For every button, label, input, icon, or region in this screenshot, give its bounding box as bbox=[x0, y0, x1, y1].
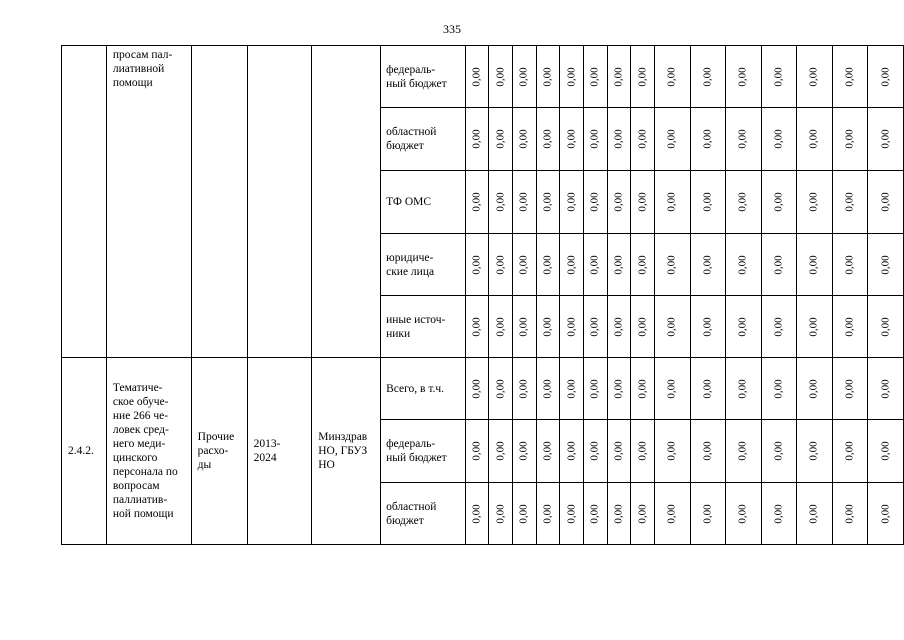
funding-source: областной бюджет bbox=[381, 483, 466, 545]
amount-cell bbox=[655, 234, 691, 296]
amount-value: 0,00 bbox=[736, 254, 749, 275]
period-cell bbox=[247, 46, 312, 358]
funding-source: иные источ- ники bbox=[381, 296, 466, 358]
amount-cell bbox=[513, 108, 537, 171]
amount-value: 0,00 bbox=[701, 503, 714, 524]
amount-cell bbox=[465, 234, 489, 296]
amount-value: 0,00 bbox=[541, 129, 554, 149]
amount-cell bbox=[797, 46, 833, 108]
amount-cell bbox=[761, 358, 797, 420]
amount-cell bbox=[797, 358, 833, 420]
amount-value: 0,00 bbox=[772, 503, 785, 524]
amount-value: 0,00 bbox=[565, 316, 578, 337]
amount-cell bbox=[868, 46, 904, 108]
amount-value: 0,00 bbox=[879, 66, 892, 87]
amount-value: 0,00 bbox=[879, 378, 892, 399]
amount-cell bbox=[489, 483, 513, 545]
amount-cell bbox=[655, 108, 691, 171]
amount-cell bbox=[761, 108, 797, 171]
amount-cell bbox=[465, 171, 489, 234]
amount-cell bbox=[832, 420, 868, 483]
amount-value: 0,00 bbox=[843, 66, 856, 87]
amount-value: 0,00 bbox=[736, 441, 749, 461]
amount-value: 0,00 bbox=[701, 192, 714, 212]
amount-value: 0,00 bbox=[701, 66, 714, 87]
row-number-cell bbox=[62, 46, 107, 358]
amount-value: 0,00 bbox=[636, 441, 649, 461]
amount-value: 0,00 bbox=[470, 378, 483, 399]
amount-cell bbox=[797, 234, 833, 296]
amount-cell bbox=[655, 420, 691, 483]
amount-cell bbox=[536, 296, 560, 358]
amount-value: 0,00 bbox=[588, 441, 601, 461]
amount-cell bbox=[631, 108, 655, 171]
amount-cell bbox=[631, 296, 655, 358]
amount-cell bbox=[690, 108, 726, 171]
amount-value: 0,00 bbox=[636, 66, 649, 87]
amount-cell bbox=[584, 108, 608, 171]
amount-cell bbox=[868, 358, 904, 420]
amount-cell bbox=[761, 234, 797, 296]
amount-value: 0,00 bbox=[665, 129, 678, 149]
amount-value: 0,00 bbox=[665, 316, 678, 337]
amount-cell bbox=[584, 483, 608, 545]
amount-value: 0,00 bbox=[736, 316, 749, 337]
amount-cell bbox=[584, 171, 608, 234]
amount-value: 0,00 bbox=[588, 66, 601, 87]
table-row bbox=[62, 358, 904, 420]
amount-cell bbox=[797, 296, 833, 358]
funding-source: юридиче- ские лица bbox=[381, 234, 466, 296]
amount-value: 0,00 bbox=[494, 503, 507, 524]
amount-cell bbox=[560, 108, 584, 171]
amount-value: 0,00 bbox=[807, 441, 820, 461]
amount-cell bbox=[607, 108, 631, 171]
amount-cell bbox=[513, 358, 537, 420]
amount-value: 0,00 bbox=[612, 129, 625, 149]
amount-cell bbox=[797, 171, 833, 234]
amount-cell bbox=[726, 483, 762, 545]
amount-value: 0,00 bbox=[636, 378, 649, 399]
amount-value: 0,00 bbox=[879, 254, 892, 275]
amount-value: 0,00 bbox=[612, 254, 625, 275]
amount-value: 0,00 bbox=[494, 254, 507, 275]
amount-cell bbox=[690, 296, 726, 358]
amount-value: 0,00 bbox=[665, 192, 678, 212]
amount-value: 0,00 bbox=[494, 378, 507, 399]
amount-cell bbox=[868, 296, 904, 358]
amount-cell bbox=[832, 234, 868, 296]
amount-cell bbox=[584, 420, 608, 483]
amount-value: 0,00 bbox=[772, 129, 785, 149]
amount-cell bbox=[690, 234, 726, 296]
amount-cell bbox=[631, 420, 655, 483]
amount-cell bbox=[607, 171, 631, 234]
amount-value: 0,00 bbox=[807, 378, 820, 399]
amount-cell bbox=[489, 358, 513, 420]
amount-cell bbox=[607, 483, 631, 545]
row-number: 2.4.2. bbox=[62, 358, 107, 545]
amount-value: 0,00 bbox=[612, 66, 625, 87]
amount-value: 0,00 bbox=[843, 192, 856, 212]
amount-cell bbox=[726, 296, 762, 358]
amount-value: 0,00 bbox=[517, 192, 530, 212]
amount-value: 0,00 bbox=[636, 316, 649, 337]
amount-value: 0,00 bbox=[470, 254, 483, 275]
amount-value: 0,00 bbox=[701, 254, 714, 275]
amount-cell bbox=[726, 358, 762, 420]
amount-value: 0,00 bbox=[636, 129, 649, 149]
amount-value: 0,00 bbox=[807, 316, 820, 337]
amount-cell bbox=[465, 108, 489, 171]
amount-cell bbox=[797, 108, 833, 171]
amount-cell bbox=[560, 171, 584, 234]
funding-source: Всего, в т.ч. bbox=[381, 358, 466, 420]
amount-cell bbox=[489, 108, 513, 171]
amount-cell bbox=[607, 46, 631, 108]
amount-cell bbox=[868, 234, 904, 296]
amount-value: 0,00 bbox=[565, 192, 578, 212]
amount-value: 0,00 bbox=[470, 192, 483, 212]
amount-cell bbox=[832, 483, 868, 545]
amount-cell bbox=[868, 483, 904, 545]
amount-value: 0,00 bbox=[588, 378, 601, 399]
amount-cell bbox=[690, 358, 726, 420]
amount-cell bbox=[489, 234, 513, 296]
amount-cell bbox=[761, 46, 797, 108]
amount-value: 0,00 bbox=[565, 441, 578, 461]
amount-cell bbox=[584, 296, 608, 358]
amount-value: 0,00 bbox=[612, 378, 625, 399]
expense-type-cell bbox=[191, 46, 247, 358]
amount-value: 0,00 bbox=[665, 66, 678, 87]
amount-cell bbox=[489, 420, 513, 483]
amount-cell bbox=[832, 46, 868, 108]
amount-cell bbox=[513, 420, 537, 483]
amount-value: 0,00 bbox=[517, 129, 530, 149]
amount-value: 0,00 bbox=[470, 503, 483, 524]
amount-cell bbox=[489, 171, 513, 234]
amount-value: 0,00 bbox=[565, 503, 578, 524]
amount-value: 0,00 bbox=[879, 503, 892, 524]
amount-value: 0,00 bbox=[843, 129, 856, 149]
amount-cell bbox=[655, 171, 691, 234]
amount-value: 0,00 bbox=[843, 316, 856, 337]
amount-cell bbox=[465, 483, 489, 545]
amount-cell bbox=[655, 46, 691, 108]
amount-cell bbox=[584, 46, 608, 108]
amount-cell bbox=[607, 358, 631, 420]
amount-value: 0,00 bbox=[541, 192, 554, 212]
amount-value: 0,00 bbox=[736, 192, 749, 212]
amount-value: 0,00 bbox=[879, 192, 892, 212]
amount-value: 0,00 bbox=[879, 441, 892, 461]
amount-value: 0,00 bbox=[807, 503, 820, 524]
amount-value: 0,00 bbox=[843, 441, 856, 461]
amount-cell bbox=[489, 296, 513, 358]
budget-table bbox=[61, 45, 904, 545]
amount-value: 0,00 bbox=[665, 503, 678, 524]
amount-value: 0,00 bbox=[470, 316, 483, 337]
funding-source: федераль- ный бюджет bbox=[381, 46, 466, 108]
amount-cell bbox=[761, 483, 797, 545]
amount-value: 0,00 bbox=[588, 129, 601, 149]
amount-value: 0,00 bbox=[843, 378, 856, 399]
amount-cell bbox=[690, 46, 726, 108]
amount-value: 0,00 bbox=[736, 66, 749, 87]
table-row bbox=[62, 46, 904, 108]
amount-cell bbox=[631, 358, 655, 420]
amount-value: 0,00 bbox=[612, 192, 625, 212]
amount-cell bbox=[536, 171, 560, 234]
amount-value: 0,00 bbox=[665, 254, 678, 275]
amount-cell bbox=[761, 171, 797, 234]
amount-value: 0,00 bbox=[701, 441, 714, 461]
amount-value: 0,00 bbox=[565, 378, 578, 399]
amount-value: 0,00 bbox=[612, 503, 625, 524]
amount-value: 0,00 bbox=[541, 441, 554, 461]
amount-value: 0,00 bbox=[807, 66, 820, 87]
amount-value: 0,00 bbox=[736, 503, 749, 524]
period: 2013- 2024 bbox=[247, 358, 312, 545]
amount-cell bbox=[560, 234, 584, 296]
amount-cell bbox=[832, 296, 868, 358]
amount-cell bbox=[584, 234, 608, 296]
amount-cell bbox=[797, 420, 833, 483]
amount-cell bbox=[536, 483, 560, 545]
amount-value: 0,00 bbox=[565, 66, 578, 87]
amount-cell bbox=[536, 234, 560, 296]
amount-value: 0,00 bbox=[470, 66, 483, 87]
amount-cell bbox=[868, 108, 904, 171]
amount-cell bbox=[465, 358, 489, 420]
amount-value: 0,00 bbox=[612, 316, 625, 337]
amount-cell bbox=[631, 234, 655, 296]
executor: Минздрав НО, ГБУЗ НО bbox=[312, 358, 381, 545]
amount-value: 0,00 bbox=[879, 316, 892, 337]
amount-value: 0,00 bbox=[494, 129, 507, 149]
amount-cell bbox=[631, 171, 655, 234]
amount-value: 0,00 bbox=[772, 378, 785, 399]
amount-cell bbox=[536, 420, 560, 483]
funding-source: ТФ ОМС bbox=[381, 171, 466, 234]
amount-cell bbox=[513, 483, 537, 545]
amount-cell bbox=[726, 171, 762, 234]
amount-cell bbox=[726, 108, 762, 171]
page-number: 335 bbox=[443, 22, 461, 36]
amount-cell bbox=[631, 46, 655, 108]
amount-cell bbox=[584, 358, 608, 420]
amount-value: 0,00 bbox=[701, 129, 714, 149]
amount-value: 0,00 bbox=[541, 316, 554, 337]
amount-cell bbox=[536, 46, 560, 108]
amount-cell bbox=[560, 420, 584, 483]
amount-cell bbox=[868, 171, 904, 234]
amount-cell bbox=[655, 358, 691, 420]
amount-value: 0,00 bbox=[588, 254, 601, 275]
amount-cell bbox=[726, 420, 762, 483]
amount-cell bbox=[761, 296, 797, 358]
amount-cell bbox=[726, 46, 762, 108]
amount-value: 0,00 bbox=[736, 129, 749, 149]
amount-cell bbox=[655, 296, 691, 358]
amount-cell bbox=[607, 234, 631, 296]
amount-value: 0,00 bbox=[470, 441, 483, 461]
amount-cell bbox=[465, 46, 489, 108]
amount-value: 0,00 bbox=[517, 441, 530, 461]
amount-cell bbox=[607, 296, 631, 358]
funding-source: федераль- ный бюджет bbox=[381, 420, 466, 483]
measure-description: Тематиче- ское обуче- ние 266 че- ловек сред- него меди- цинского персонала по вопросам паллиатив- ной помощи bbox=[106, 358, 191, 545]
amount-cell bbox=[465, 420, 489, 483]
amount-cell bbox=[655, 483, 691, 545]
amount-value: 0,00 bbox=[565, 254, 578, 275]
amount-cell bbox=[832, 171, 868, 234]
amount-cell bbox=[513, 171, 537, 234]
amount-value: 0,00 bbox=[772, 441, 785, 461]
expense-type: Прочие расхо- ды bbox=[191, 358, 247, 545]
amount-value: 0,00 bbox=[807, 192, 820, 212]
funding-source: областной бюджет bbox=[381, 108, 466, 171]
amount-cell bbox=[797, 483, 833, 545]
amount-value: 0,00 bbox=[565, 129, 578, 149]
amount-value: 0,00 bbox=[843, 503, 856, 524]
amount-value: 0,00 bbox=[517, 503, 530, 524]
amount-cell bbox=[690, 483, 726, 545]
amount-cell bbox=[536, 358, 560, 420]
amount-value: 0,00 bbox=[494, 66, 507, 87]
amount-value: 0,00 bbox=[494, 192, 507, 212]
amount-cell bbox=[536, 108, 560, 171]
amount-value: 0,00 bbox=[665, 441, 678, 461]
measure-description: просам пал- лиативной помощи bbox=[106, 46, 191, 358]
amount-value: 0,00 bbox=[807, 254, 820, 275]
amount-cell bbox=[868, 420, 904, 483]
amount-value: 0,00 bbox=[807, 129, 820, 149]
amount-value: 0,00 bbox=[517, 378, 530, 399]
amount-cell bbox=[607, 420, 631, 483]
table-body bbox=[62, 46, 904, 545]
amount-cell bbox=[513, 46, 537, 108]
amount-value: 0,00 bbox=[588, 316, 601, 337]
amount-value: 0,00 bbox=[494, 316, 507, 337]
amount-value: 0,00 bbox=[517, 66, 530, 87]
amount-value: 0,00 bbox=[772, 254, 785, 275]
amount-cell bbox=[489, 46, 513, 108]
amount-value: 0,00 bbox=[636, 503, 649, 524]
amount-value: 0,00 bbox=[470, 129, 483, 149]
amount-value: 0,00 bbox=[772, 192, 785, 212]
amount-value: 0,00 bbox=[665, 378, 678, 399]
amount-value: 0,00 bbox=[612, 441, 625, 461]
amount-cell bbox=[761, 420, 797, 483]
amount-value: 0,00 bbox=[541, 503, 554, 524]
amount-value: 0,00 bbox=[772, 316, 785, 337]
amount-value: 0,00 bbox=[701, 378, 714, 399]
amount-cell bbox=[465, 296, 489, 358]
amount-cell bbox=[726, 234, 762, 296]
amount-value: 0,00 bbox=[494, 441, 507, 461]
amount-value: 0,00 bbox=[541, 254, 554, 275]
amount-cell bbox=[690, 420, 726, 483]
amount-value: 0,00 bbox=[701, 316, 714, 337]
amount-value: 0,00 bbox=[636, 254, 649, 275]
amount-value: 0,00 bbox=[879, 129, 892, 149]
amount-value: 0,00 bbox=[843, 254, 856, 275]
amount-value: 0,00 bbox=[636, 192, 649, 212]
amount-value: 0,00 bbox=[588, 503, 601, 524]
amount-value: 0,00 bbox=[772, 66, 785, 87]
amount-cell bbox=[690, 171, 726, 234]
amount-value: 0,00 bbox=[541, 66, 554, 87]
amount-value: 0,00 bbox=[736, 378, 749, 399]
amount-cell bbox=[560, 296, 584, 358]
amount-cell bbox=[560, 46, 584, 108]
amount-value: 0,00 bbox=[541, 378, 554, 399]
amount-cell bbox=[832, 358, 868, 420]
amount-value: 0,00 bbox=[517, 316, 530, 337]
amount-cell bbox=[560, 358, 584, 420]
amount-cell bbox=[631, 483, 655, 545]
executor-cell bbox=[312, 46, 381, 358]
amount-value: 0,00 bbox=[517, 254, 530, 275]
amount-cell bbox=[832, 108, 868, 171]
amount-cell bbox=[513, 296, 537, 358]
amount-cell bbox=[560, 483, 584, 545]
amount-value: 0,00 bbox=[588, 192, 601, 212]
amount-cell bbox=[513, 234, 537, 296]
